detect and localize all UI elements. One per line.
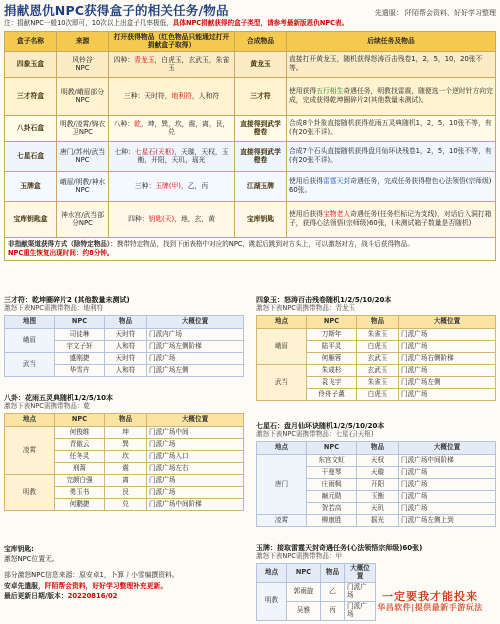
sixiang-table	[256, 315, 496, 401]
cell-npc: 柳康胜	[307, 515, 357, 527]
box-items: 三种：玉牌(甲)，乙，丙	[109, 171, 235, 201]
section-subtitle: 激怒下表NPC需携带物品：地利符	[4, 304, 104, 313]
page-title: 捐献恩仇NPC获得盒子的相关任务/物品	[4, 3, 229, 18]
cell-loc: 武当	[257, 365, 307, 401]
box-follow: 合成8个卦象直接随机获得花雨五灵典随机1，2，5，10张不等，有(有20张不详)。	[287, 115, 496, 141]
section-subtitle: 激怒下表NPC需携带物品：甲	[256, 552, 343, 561]
cell-pos: 门派广场	[399, 365, 496, 377]
col-map: 地图	[5, 316, 55, 329]
box-items: 八种：乾，坤，巽，坎，震，离，艮，兑	[109, 115, 235, 141]
col-loc: 地点	[257, 564, 287, 583]
cell-item: 震	[105, 463, 147, 475]
cell-pos: 门派广场	[399, 491, 496, 503]
cell-npc: 任冬灵	[55, 451, 105, 463]
note-emphasis: 具体NPC捐献获得的盒子类型，请参考最新版恩仇NPC表。	[172, 19, 349, 27]
note-prefix: 注：捐献NPC一般10次即可，10次以上出盒子几率极低，	[4, 19, 173, 27]
watermark-line2: 华昌软件|提供最新手游玩法	[377, 603, 483, 613]
cell-item: 天时符	[105, 353, 147, 365]
cell-pos: 门派广场	[345, 583, 376, 602]
cell-item: 白虎玉	[357, 341, 399, 353]
cell-item: 离	[105, 475, 147, 487]
box-name: 八卦石盒	[5, 115, 57, 141]
respawn-note: NPC重生恢复出现时间：约8分钟。	[8, 249, 114, 258]
cell-pos: 门派广场左右	[147, 463, 244, 475]
header-note	[4, 20, 496, 28]
col-item: 物品	[105, 316, 147, 329]
section-title: 八卦：花雨五灵典随机1/2/5/10本	[4, 394, 114, 402]
table-row	[5, 171, 496, 201]
section-baigua	[4, 394, 244, 511]
cell-pos: 门派广场中间阶梯	[399, 455, 496, 467]
cell-npc: 伶舟子薰	[307, 389, 357, 401]
box-items: 七种：七星石(天枢)，天璇，天权，玉衡，开阳，天玑，瑶光	[109, 141, 235, 171]
box-source: 明教/峨眉部分NPC	[57, 77, 109, 115]
box-follow: 使用后获得宝物老人奇遇任务(任务栏标记为支线)，对话后入洞打箱子，获得心法领悟(宗师级)60张，(未测试箱子数量是否随机)	[287, 201, 496, 237]
col-pos: 大概位置	[399, 442, 496, 455]
table-row	[257, 583, 376, 602]
acquire-note-text: 携带特定物品，找到下面表格中对应的NPC，跳起后跳到对方头上，可以激怒对方，战斗后获得物品。	[116, 239, 414, 248]
cell-pos: 门派广场	[147, 475, 244, 487]
section-subtitle: 激怒下表NPC需携带物品：乾	[4, 402, 91, 411]
cell-npc: 司徒琳	[55, 329, 105, 341]
cell-item: 玉衡	[357, 491, 399, 503]
section-subtitle: 激怒下表NPC需携带物品：青龙玉	[256, 304, 356, 313]
header-credit: 先遣服： 阡陌帮会资料，好好学习整理	[374, 8, 496, 17]
header	[4, 3, 496, 18]
box-name: 宝库钥匙盒	[5, 201, 57, 237]
table-row	[5, 141, 496, 171]
cell-item: 乙	[321, 583, 345, 602]
section-sixiang	[256, 296, 496, 401]
section-subtitle: 激怒下表NPC需携带物品：七星石(天枢)	[256, 430, 374, 439]
col-pos: 大概位置	[147, 414, 244, 427]
cell-pos: 门派广场中间阶梯	[147, 499, 244, 511]
cell-npc: 东宫文虹	[307, 455, 357, 467]
col-loc: 地点	[257, 316, 307, 329]
col-npc: NPC	[307, 316, 357, 329]
cell-pos: 门派广场	[399, 467, 496, 479]
table-row	[257, 329, 496, 341]
cell-npc: 完颜白强	[55, 475, 105, 487]
box-source: 风铃谷 NPC	[57, 51, 109, 77]
cell-pos: 门派广场	[345, 601, 376, 620]
compiler-label: 安卓先遣服，	[4, 581, 45, 590]
cell-loc: 唐门	[257, 455, 307, 515]
box-name: 玉牌盒	[5, 171, 57, 201]
box-table-header	[5, 31, 496, 51]
cell-pos: 门派广场中间	[147, 427, 244, 439]
cell-pos: 门派广场	[399, 479, 496, 491]
box-name: 四象玉盒	[5, 51, 57, 77]
acquire-note	[4, 238, 496, 261]
cell-item: 玄武玉	[357, 365, 399, 377]
cell-loc: 武当	[5, 353, 55, 377]
cell-npc: 何鹏捷	[55, 499, 105, 511]
cell-pos: 门派广场	[147, 487, 244, 499]
cell-npc: 陆平灵	[307, 341, 357, 353]
box-synth: 宝库钥匙	[235, 201, 287, 237]
col-npc: NPC	[307, 442, 357, 455]
cell-loc: 峨眉	[257, 329, 307, 365]
box-table	[4, 31, 496, 238]
cell-npc: 何俊维	[55, 427, 105, 439]
cell-npc: 郭雨旋	[287, 583, 321, 602]
box-follow: 使用后获得雷霆天封奇遇任务，完成任务获得橙色心法领悟(宗师级) 60张。	[287, 171, 496, 201]
table-row	[5, 115, 496, 141]
col-item: 物品	[105, 414, 147, 427]
baigua-table	[4, 413, 244, 511]
box-source: 明教/凌霄/锦衣卫NPC	[57, 115, 109, 141]
cell-item: 兑	[105, 499, 147, 511]
cell-npc: 朱成杉	[307, 365, 357, 377]
box-synth: 江湖玉牌	[235, 171, 287, 201]
cell-npc: 华雪卉	[55, 365, 105, 377]
cell-npc: 宇文子轩	[55, 341, 105, 353]
col-item: 物品	[321, 564, 345, 583]
table-row	[5, 329, 244, 341]
col-items-label: 打开获得物品（红色物品只能通过打开捐献盒子取得）	[113, 33, 230, 50]
cell-item: 天璇	[357, 467, 399, 479]
cell-npc: 刑蔷	[55, 463, 105, 475]
cell-item: 天时符	[105, 329, 147, 341]
update-line	[4, 591, 254, 601]
baoku-title: 宝库钥匙:	[4, 545, 34, 553]
table-row	[5, 353, 244, 365]
cell-item: 人和符	[105, 341, 147, 353]
compiler-text: 阡陌帮会资料，好好学习整理补充更新。	[44, 581, 168, 590]
cell-pos: 门派广场	[147, 353, 244, 365]
col-pos: 大概位置	[345, 564, 376, 583]
col-follow: 后续任务及物品	[287, 31, 496, 51]
cell-pos: 门派广场	[399, 329, 496, 341]
col-source: 来源	[57, 31, 109, 51]
cell-item: 丙	[321, 601, 345, 620]
update-value: 20220816/02	[67, 591, 118, 600]
cell-item: 艮	[105, 487, 147, 499]
cell-item: 坎	[105, 451, 147, 463]
cell-pos: 门派广场右侧阶梯	[399, 353, 496, 365]
cell-npc: 庄雨枫	[307, 479, 357, 491]
col-items	[109, 31, 235, 51]
baoku-text: 激怒NPC位置无。	[4, 555, 59, 564]
table-row	[5, 51, 496, 77]
update-label: 最后更新日期/版本：	[4, 591, 68, 600]
box-source: 唐门/苏州/武当NPC	[57, 141, 109, 171]
col-item: 物品	[357, 442, 399, 455]
watermark-line1: 一定要我才能投来	[382, 590, 478, 603]
compiler-line	[4, 581, 254, 591]
cell-npc: 何雁蓉	[307, 353, 357, 365]
cell-loc: 明教	[257, 583, 287, 621]
cell-pos: 门派广场左侧阶梯	[147, 341, 244, 353]
cell-item: 开阳	[357, 479, 399, 491]
yupai-table	[256, 563, 376, 620]
cell-loc: 明教	[5, 475, 55, 511]
sancai-table	[4, 315, 244, 377]
cell-npc: 吴雅	[287, 601, 321, 620]
box-synth: 黄龙玉	[235, 51, 287, 77]
section-sancai	[4, 296, 244, 377]
cell-item: 人和符	[105, 365, 147, 377]
box-source: 峨眉/明教/神水NPC	[57, 171, 109, 201]
cell-pos: 门派广场	[399, 503, 496, 515]
box-synth: 三才符	[235, 77, 287, 115]
cell-item: 朱雀玉	[357, 377, 399, 389]
cell-npc: 贺若高	[307, 503, 357, 515]
cell-pos: 门派广场左侧上到	[399, 515, 496, 527]
col-npc: NPC	[287, 564, 321, 583]
cell-pos: 门派广场入口	[147, 451, 244, 463]
col-pos: 大概位置	[399, 316, 496, 329]
cell-item: 巽	[105, 439, 147, 451]
table-row	[257, 515, 496, 527]
cell-item: 玄武玉	[357, 353, 399, 365]
table-row	[257, 365, 496, 377]
table-row	[5, 475, 244, 487]
document-page	[4, 3, 496, 261]
box-items: 四种：钥匙(天)，地，玄，黄	[109, 201, 235, 237]
cell-pos: 门派广场	[147, 439, 244, 451]
cell-item: 白虎玉	[357, 389, 399, 401]
cell-loc: 峨眉	[5, 329, 55, 353]
box-items: 四种：青龙玉，白虎玉，玄武玉，朱雀玉	[109, 51, 235, 77]
cell-pos: 门派广场左侧	[399, 377, 496, 389]
cell-npc: 盛刚捷	[55, 353, 105, 365]
cell-npc: 青傲云	[55, 439, 105, 451]
section-title: 七星石：盘月仙环诀随机1/2/5/10/20本	[256, 422, 385, 430]
col-npc: NPC	[55, 316, 105, 329]
cell-pos: 门派广场	[399, 341, 496, 353]
cell-pos: 门派广场左侧	[147, 365, 244, 377]
box-synth: 直接得到武学橙卷	[235, 141, 287, 171]
acquire-note-title: 非指献渠道获得方式（除特定物品）：	[8, 239, 117, 248]
col-loc: 地点	[257, 442, 307, 455]
cell-loc: 凌霄	[5, 427, 55, 475]
section-title: 玉牌：接取雷霆天封奇遇任务(心法领悟宗师级)60张)	[256, 544, 423, 552]
cell-npc: 刀斯年	[307, 329, 357, 341]
box-follow: 合成7个石头直接随机获得盘月仙环诀残卷1，2，5，10张不等，有(有20张不详)。	[287, 141, 496, 171]
col-loc: 地点	[5, 414, 55, 427]
box-follow: 直接打开黄龙玉，随机获得怒涛百击残卷1，2，5，10，20张不等。	[287, 51, 496, 77]
box-items: 三种：天时符，地利符，人和符	[109, 77, 235, 115]
bottom-notes	[4, 544, 254, 601]
qixing-table	[256, 441, 496, 527]
cell-item: 天玑	[357, 503, 399, 515]
cell-item: 坤	[105, 427, 147, 439]
sources-text: 部分激怒NPC信息来源：原安卓1，卜算丿小雪编撰资料。	[4, 571, 179, 580]
cell-npc: 勇玉书	[55, 487, 105, 499]
col-npc: NPC	[55, 414, 105, 427]
table-row	[257, 455, 496, 467]
section-title: 四象玉：怒涛百击残卷随机1/2/5/10/20本	[256, 296, 392, 304]
cell-item: 朱雀玉	[357, 329, 399, 341]
cell-loc: 凌霄	[257, 515, 307, 527]
cell-pos: 门派广场	[399, 389, 496, 401]
col-item: 物品	[357, 316, 399, 329]
box-synth: 直接得到武学橙卷	[235, 115, 287, 141]
watermark-logo	[366, 590, 494, 620]
col-box-name: 盒子名称	[5, 31, 57, 51]
cell-pos: 门派内广场	[147, 329, 244, 341]
col-pos: 大概位置	[147, 316, 244, 329]
table-row	[5, 77, 496, 115]
section-title: 三才符：乾坤圈碎片2 (其他数量未测试)	[4, 296, 130, 304]
cell-npc: 巅元勋	[307, 491, 357, 503]
table-row	[5, 201, 496, 237]
box-name: 三才符盒	[5, 77, 57, 115]
cell-item: 摇光	[357, 515, 399, 527]
cell-npc: 干曼琴	[307, 467, 357, 479]
box-name: 七星石盒	[5, 141, 57, 171]
table-row	[5, 427, 244, 439]
col-synth: 合成物品	[235, 31, 287, 51]
box-source: 神水宫/武当部分NPC	[57, 201, 109, 237]
cell-item: 天权	[357, 455, 399, 467]
cell-npc: 袁飞宇	[307, 377, 357, 389]
section-qixing	[256, 422, 496, 527]
box-follow: 使用获得五行相生奇遇任务，明教找雷震，随便选一个逆时针方向完成，完成获得乾坤圈碎片2(其他数量未测试)。	[287, 77, 496, 115]
